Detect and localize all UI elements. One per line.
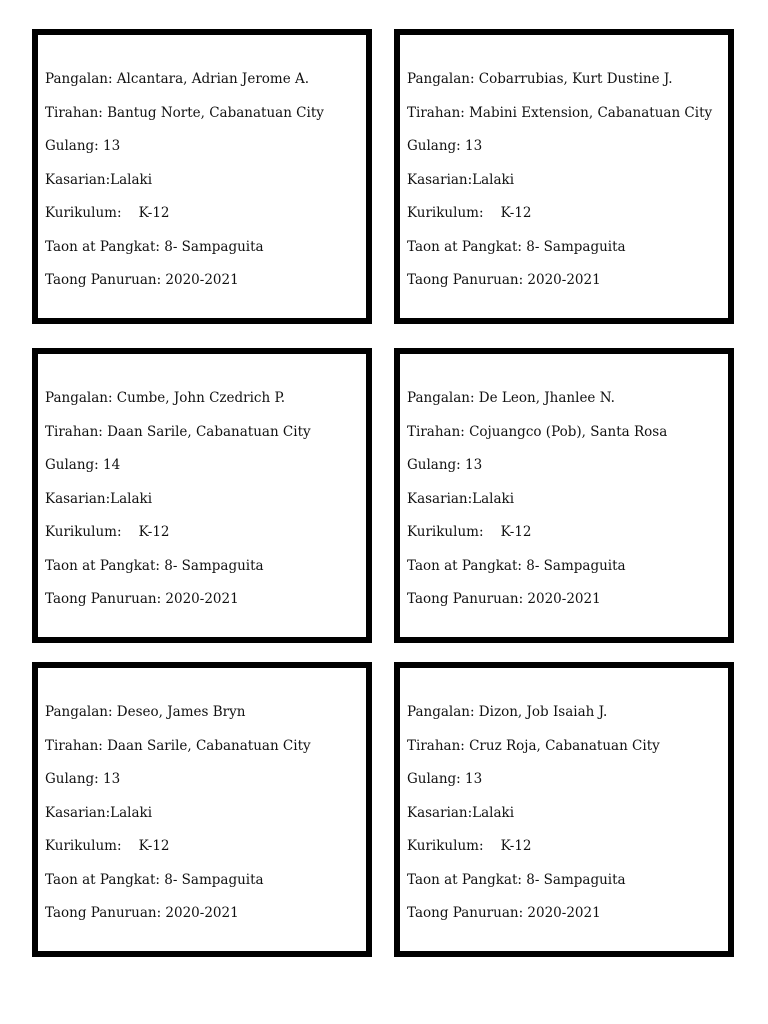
curriculum-field: Kurikulum: K-12 (45, 205, 170, 221)
card-fields (45, 704, 360, 939)
card-fields (407, 71, 722, 306)
name-field: Pangalan: Cumbe, John Czedrich P. (45, 390, 286, 406)
school-year-field: Taong Panuruan: 2020-2021 (45, 591, 239, 607)
sex-field: Kasarian:Lalaki (407, 171, 515, 188)
card-fields (45, 71, 360, 306)
student-card-4 (394, 348, 734, 643)
curriculum-field: Kurikulum: K-12 (45, 838, 170, 854)
school-year-field: Taong Panuruan: 2020-2021 (45, 272, 239, 288)
school-year-field: Taong Panuruan: 2020-2021 (407, 272, 601, 288)
student-card-6 (394, 662, 734, 957)
address-field: Tirahan: Daan Sarile, Cabanatuan City (45, 423, 311, 440)
grade-section-field: Taon at Pangkat: 8- Sampaguita (45, 871, 264, 888)
age-field: Gulang: 13 (407, 771, 483, 787)
address-field: Tirahan: Cruz Roja, Cabanatuan City (407, 737, 660, 754)
school-year-field: Taong Panuruan: 2020-2021 (45, 905, 239, 921)
curriculum-field: Kurikulum: K-12 (407, 205, 532, 221)
curriculum-field: Kurikulum: K-12 (407, 524, 532, 540)
sex-field: Kasarian:Lalaki (45, 171, 153, 188)
address-field: Tirahan: Daan Sarile, Cabanatuan City (45, 737, 311, 754)
grade-section-field: Taon at Pangkat: 8- Sampaguita (407, 238, 626, 255)
name-field: Pangalan: Cobarrubias, Kurt Dustine J. (407, 71, 673, 87)
name-field: Pangalan: Dizon, Job Isaiah J. (407, 704, 608, 720)
student-card-5 (32, 662, 372, 957)
age-field: Gulang: 13 (407, 138, 483, 154)
sex-field: Kasarian:Lalaki (407, 490, 515, 507)
address-field: Tirahan: Mabini Extension, Cabanatuan City (407, 104, 713, 121)
age-field: Gulang: 14 (45, 457, 121, 473)
age-field: Gulang: 13 (407, 457, 483, 473)
student-card-3 (32, 348, 372, 643)
curriculum-field: Kurikulum: K-12 (45, 524, 170, 540)
sex-field: Kasarian:Lalaki (45, 804, 153, 821)
address-field: Tirahan: Bantug Norte, Cabanatuan City (45, 104, 324, 121)
name-field: Pangalan: Deseo, James Bryn (45, 704, 246, 720)
age-field: Gulang: 13 (45, 138, 121, 154)
student-card-1 (32, 29, 372, 324)
address-field: Tirahan: Cojuangco (Pob), Santa Rosa (407, 423, 668, 440)
curriculum-field: Kurikulum: K-12 (407, 838, 532, 854)
school-year-field: Taong Panuruan: 2020-2021 (407, 591, 601, 607)
card-fields (45, 390, 360, 625)
grade-section-field: Taon at Pangkat: 8- Sampaguita (45, 238, 264, 255)
grade-section-field: Taon at Pangkat: 8- Sampaguita (45, 557, 264, 574)
school-year-field: Taong Panuruan: 2020-2021 (407, 905, 601, 921)
sex-field: Kasarian:Lalaki (407, 804, 515, 821)
age-field: Gulang: 13 (45, 771, 121, 787)
name-field: Pangalan: De Leon, Jhanlee N. (407, 390, 615, 406)
student-card-2 (394, 29, 734, 324)
grade-section-field: Taon at Pangkat: 8- Sampaguita (407, 871, 626, 888)
sex-field: Kasarian:Lalaki (45, 490, 153, 507)
name-field: Pangalan: Alcantara, Adrian Jerome A. (45, 71, 310, 87)
card-fields (407, 390, 722, 625)
card-fields (407, 704, 722, 939)
grade-section-field: Taon at Pangkat: 8- Sampaguita (407, 557, 626, 574)
